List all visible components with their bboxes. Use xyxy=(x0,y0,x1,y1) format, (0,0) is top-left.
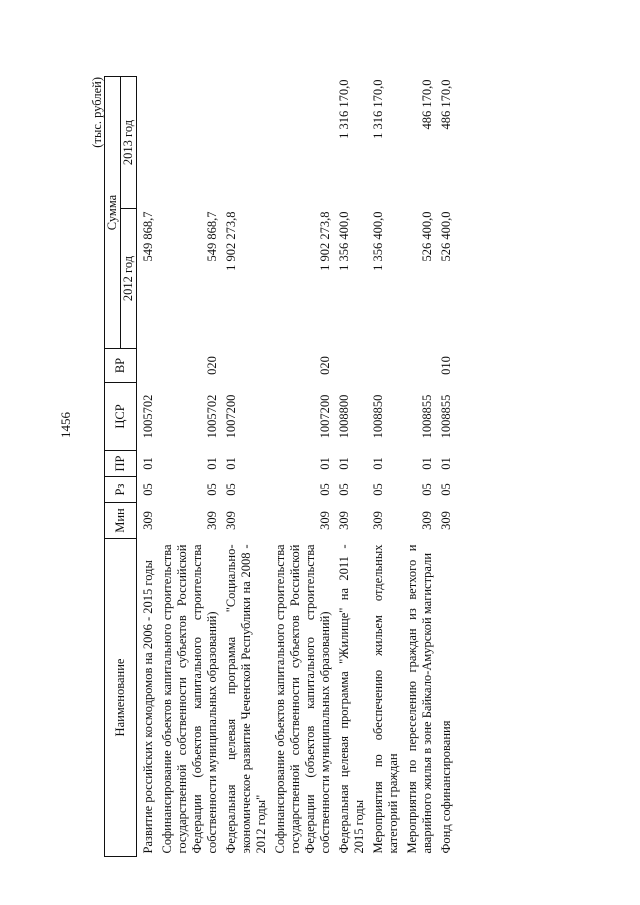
table-row xyxy=(269,77,333,857)
row-min: 309 xyxy=(224,511,238,530)
row-name: Софинансирование объектов капитального строительства государственной собственности субъектов Российской Федерации (объектов капитального строительства собственности муниципальных образований) xyxy=(160,544,219,854)
row-pr: 01 xyxy=(420,457,434,470)
row-pr: 01 xyxy=(439,457,453,470)
row-pr: 01 xyxy=(205,457,219,470)
header-csr: ЦСР xyxy=(105,383,137,451)
header-2012: 2012 год xyxy=(121,209,137,349)
row-vr xyxy=(220,349,269,383)
row-name: Развитие российских космодромов на 2006 - 2015 годы xyxy=(141,560,155,854)
row-2012: 1 356 400,0 xyxy=(371,211,385,271)
table-row xyxy=(156,77,220,857)
row-rz: 05 xyxy=(420,483,434,496)
row-2012: 1 902 273,8 xyxy=(318,211,332,271)
row-min: 309 xyxy=(371,511,385,530)
row-2013: 486 170,0 xyxy=(439,79,453,130)
units-note: (тыс. рублей) xyxy=(90,77,104,148)
header-sum: Сумма xyxy=(105,77,121,349)
rotated-page xyxy=(90,77,630,857)
row-2013 xyxy=(269,77,333,209)
page-number: 1456 xyxy=(58,412,73,438)
row-csr: 1007200 xyxy=(318,394,332,439)
row-csr: 1007200 xyxy=(224,394,238,439)
row-2012: 1 902 273,8 xyxy=(224,211,238,271)
row-name: Мероприятия по обеспечению жильем отдельных категорий граждан xyxy=(371,544,400,854)
budget-table xyxy=(104,76,454,857)
row-csr: 1005702 xyxy=(205,394,219,439)
header-name: Наименование xyxy=(105,539,137,857)
row-min: 309 xyxy=(318,511,332,530)
row-csr: 1005702 xyxy=(141,394,155,439)
row-2012: 526 400,0 xyxy=(439,211,453,262)
row-rz: 05 xyxy=(318,483,332,496)
header-rz: Рз xyxy=(105,477,137,503)
table-row xyxy=(435,77,454,857)
row-2012: 1 356 400,0 xyxy=(337,211,351,271)
row-min: 309 xyxy=(420,511,434,530)
header-min: Мин xyxy=(105,503,137,539)
row-rz: 05 xyxy=(439,483,453,496)
row-csr: 1008800 xyxy=(337,394,351,439)
table-row xyxy=(220,77,269,857)
row-2013: 1 316 170,0 xyxy=(337,79,351,139)
row-pr: 01 xyxy=(371,457,385,470)
header-pr: ПР xyxy=(105,451,137,477)
row-name: Софинансирование объектов капитального строительства государственной собственности субъектов Российской Федерации (объектов капитального строительства собственности муниципальных образований) xyxy=(273,544,332,854)
row-vr xyxy=(137,349,157,383)
table-row xyxy=(401,77,435,857)
row-min: 309 xyxy=(337,511,351,530)
row-2012: 549 868,7 xyxy=(205,211,219,262)
row-csr: 1008850 xyxy=(371,394,385,439)
row-min: 309 xyxy=(141,511,155,530)
row-2013 xyxy=(220,77,269,209)
row-name: Мероприятия по переселению граждан из ветхого и аварийного жилья в зоне Байкало-Амурской магистрали xyxy=(405,544,434,854)
row-vr: 010 xyxy=(439,356,453,375)
row-rz: 05 xyxy=(205,483,219,496)
row-vr xyxy=(401,349,435,383)
row-min: 309 xyxy=(205,511,219,530)
row-vr xyxy=(333,349,367,383)
row-name: Федеральная целевая программа "Жилище" на 2011 - 2015 годы xyxy=(337,544,366,854)
header-2013: 2013 год xyxy=(121,77,137,209)
row-csr: 1008855 xyxy=(439,394,453,439)
row-2012: 549 868,7 xyxy=(141,211,155,262)
row-vr: 020 xyxy=(318,356,332,375)
row-2013 xyxy=(137,77,157,209)
row-rz: 05 xyxy=(141,483,155,496)
table-row xyxy=(367,77,401,857)
table-row xyxy=(333,77,367,857)
row-min: 309 xyxy=(439,511,453,530)
row-rz: 05 xyxy=(224,483,238,496)
row-2013 xyxy=(156,77,220,209)
table-row xyxy=(137,77,157,857)
row-vr xyxy=(367,349,401,383)
row-pr: 01 xyxy=(141,457,155,470)
row-2012: 526 400,0 xyxy=(420,211,434,262)
row-name: Федеральная целевая программа "Социально-экономическое развитие Чеченской Республики на 2008 - 2012 годы" xyxy=(224,544,268,854)
row-pr: 01 xyxy=(318,457,332,470)
row-name: Фонд софинансирования xyxy=(439,720,453,854)
row-pr: 01 xyxy=(224,457,238,470)
row-2013: 1 316 170,0 xyxy=(371,79,385,139)
row-2013: 486 170,0 xyxy=(420,79,434,130)
row-pr: 01 xyxy=(337,457,351,470)
row-vr: 020 xyxy=(205,356,219,375)
header-vr: ВР xyxy=(105,349,137,383)
row-rz: 05 xyxy=(337,483,351,496)
row-rz: 05 xyxy=(371,483,385,496)
row-csr: 1008855 xyxy=(420,394,434,439)
